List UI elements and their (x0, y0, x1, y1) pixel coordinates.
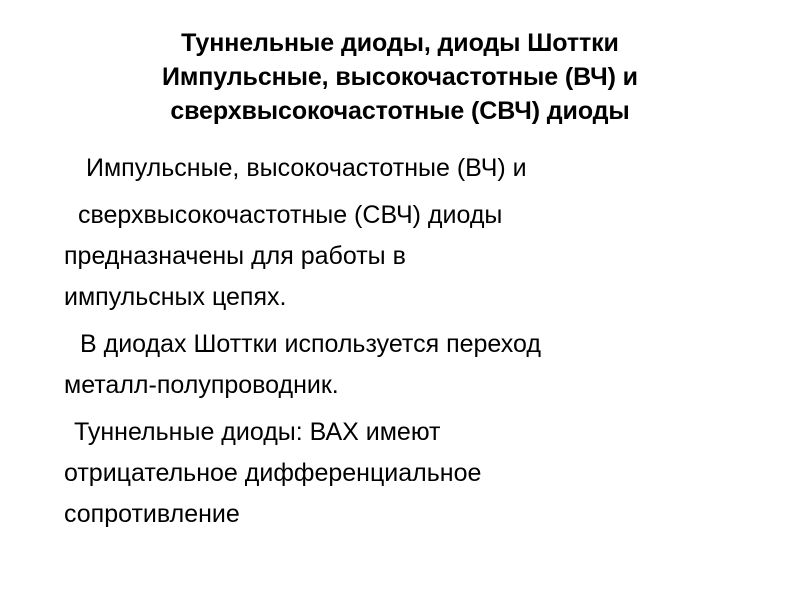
slide-body (64, 148, 754, 535)
body-line-8: отрицательное дифференциальное (64, 459, 482, 487)
title-line-2: Импульсные, высокочастотные (ВЧ) и (162, 63, 638, 91)
body-line-6: металл-полупроводник. (64, 371, 339, 399)
body-line-9: сопротивление (64, 500, 240, 528)
title-line-3: сверхвысокочастотные (СВЧ) диоды (170, 97, 630, 125)
body-line-2: сверхвысокочастотные (СВЧ) диоды (78, 201, 503, 229)
body-line-4: импульсных цепях. (64, 283, 287, 311)
slide-title (64, 26, 736, 128)
body-line-3: предназначены для работы в (64, 242, 406, 270)
body-line-1: Импульсные, высокочастотные (ВЧ) и (86, 154, 527, 182)
body-line-5: В диодах Шоттки используется переход (80, 330, 541, 358)
body-line-7: Туннельные диоды: ВАХ имеют (74, 418, 441, 446)
title-line-1: Туннельные диоды, диоды Шоттки (181, 29, 619, 57)
